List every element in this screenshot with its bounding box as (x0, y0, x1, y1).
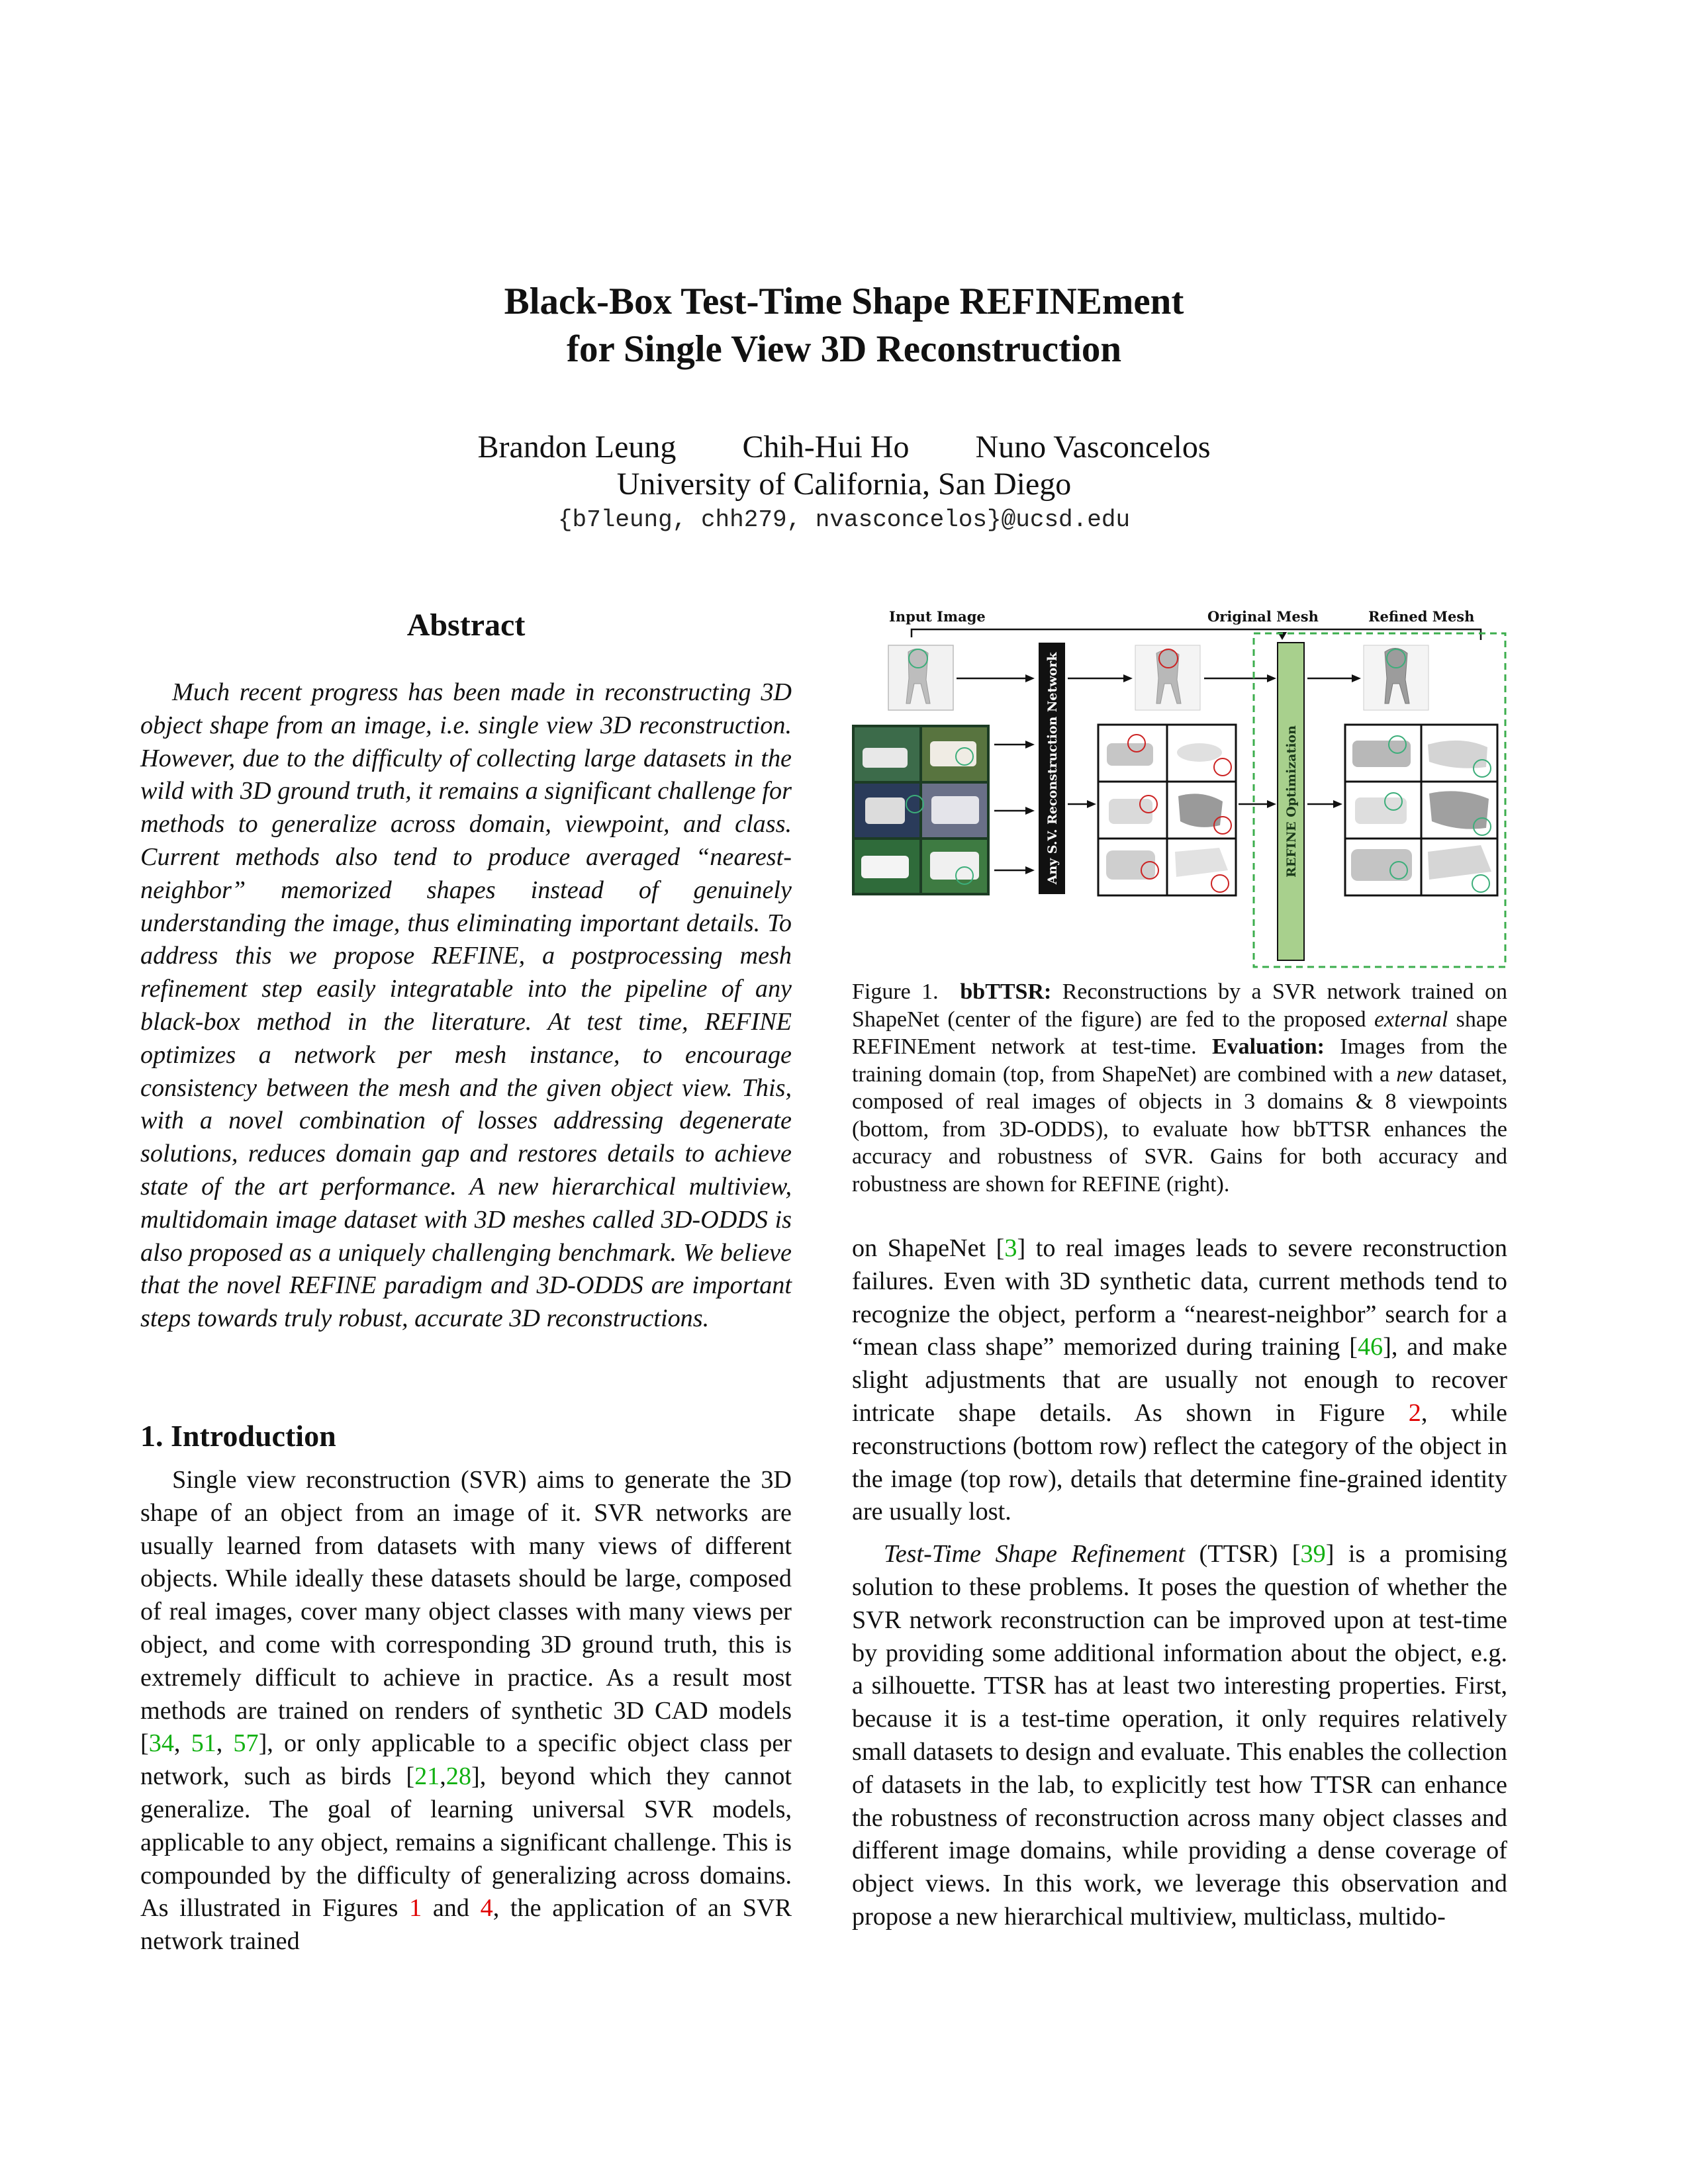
author-name: Chih-Hui Ho (742, 430, 910, 465)
refined-mesh-chair (1364, 645, 1429, 710)
caption-label: Figure 1. (852, 979, 939, 1004)
text-run: ] is a promising solution to these problems. It poses the question of whether the SVR network reconstruction can be improved upon at test-time by providing some additional information about the object, e.g. a silhouette. TTSR has at least two interesting properties. First, because it is a test-time operation, it only requires relatively small datasets to design and evaluate. This enables the collection of datasets in the lab, to explicitly test how TTSR can enhance the robustness of reconstruction across many object classes and different image domains, while providing a dense coverage of object views. In this work, we leverage this observation and propose a new hierarchical multiview, multiclass, multido- (852, 1540, 1508, 1931)
arrow-head-icon (1352, 674, 1361, 682)
top-connector-line (912, 629, 1481, 640)
text-run: ], or only applicable to a specific object class per network, such as birds [ (140, 1729, 792, 1791)
figure-1 (852, 606, 1507, 970)
citation-link[interactable]: 39 (1300, 1540, 1326, 1569)
original-mesh-grid (1098, 725, 1236, 895)
author-name: Brandon Leung (477, 430, 677, 465)
caption-emphasis: external (1374, 1007, 1448, 1032)
arrow-head-icon (1025, 674, 1035, 682)
figure-link[interactable]: 2 (1408, 1398, 1421, 1427)
label-svr-network: Any S.V. Reconstruction Network (1045, 652, 1060, 885)
arrow-head-icon (1087, 800, 1096, 808)
section-heading-introduction: 1. Introduction (140, 1419, 336, 1453)
citation-link[interactable]: 21 (414, 1762, 440, 1791)
author-emails: {b7leung, chh279, nvasconcelos}@ucsd.edu (557, 506, 1131, 533)
figure-1-caption (852, 978, 1507, 1198)
label-refined-mesh: Refined Mesh (1368, 608, 1475, 625)
author-name: Nuno Vasconcelos (975, 430, 1211, 465)
title-line-2: for Single View 3D Reconstruction (566, 328, 1122, 370)
input-image-grid (852, 725, 990, 895)
title-line-1: Black-Box Test-Time Shape REFINEment (504, 281, 1184, 322)
arrow-head-icon (1025, 741, 1035, 749)
caption-bold-term: Evaluation: (1211, 1034, 1325, 1059)
label-refine-optimization: REFINE Optimization (1284, 725, 1299, 878)
text-run: ], beyond which they cannot generalize. The goal of learning universal SVR models, applicable to any object, remains a significant challenge. This is compounded by the difficulty of generalizing across domains. As illustrated in Figures (140, 1762, 792, 1923)
text-run: ], and make slight adjustments that are usually not enough to recover intricate shape details. As shown in Figure (852, 1333, 1507, 1427)
figure-link[interactable]: 4 (480, 1894, 493, 1923)
arrow-head-icon (1267, 674, 1276, 682)
text-run: ] to real images leads to severe reconstruction failures. Even with 3D synthetic data, current methods tend to recognize the object, perform a “nearest-neighbor” search for a “mean class shape” memorized during training [ (852, 1234, 1507, 1361)
caption-emphasis: new (1396, 1062, 1433, 1087)
citation-link[interactable]: 28 (445, 1762, 471, 1791)
citation-link[interactable]: 57 (233, 1729, 259, 1758)
text-run: dataset, composed of real images of objects in 3 domains & 8 viewpoints (bottom, from 3D-ODDS), to evaluate how bbTTSR enhances the accuracy and robustness of SVR. Gains for both accuracy and robustness are shown for REFINE (right). (852, 1062, 1507, 1197)
text-run: shape REFINEment network at test-time. (852, 1007, 1508, 1059)
citation-link[interactable]: 51 (191, 1729, 216, 1758)
figure-1-diagram (852, 606, 1507, 970)
abstract-heading: Abstract (406, 608, 526, 643)
affiliation: University of California, San Diego (616, 467, 1072, 502)
refined-mesh-grid (1345, 725, 1497, 895)
label-input-image: Input Image (889, 608, 986, 625)
citation-link[interactable]: 46 (1357, 1333, 1383, 1361)
arrow-head-icon (1025, 866, 1035, 874)
text-run: and (422, 1894, 481, 1923)
label-original-mesh: Original Mesh (1207, 608, 1319, 625)
paper-title (0, 278, 1688, 373)
right-column-body (852, 1232, 1507, 1934)
abstract-text: Much recent progress has been made in reconstructing 3D object shape from an image, i.e. single view 3D reconstruction. However, due to the difficulty of collecting large datasets in the wild with 3D ground truth, it remains a significant challenge for methods to generalize across domain, viewpoint, and class. Current methods also tend to produce averaged “nearest-neighbor” memorized shapes instead of genuinely understanding the image, thus eliminating important details. To address this we propose REFINE, a postprocessing mesh refinement step easily integratable into the pipeline of any black-box method in the literature. At test time, REFINE optimizes a network per mesh instance, to encourage consistency between the mesh and the given object view. This, with a novel combination of losses addressing degenerate solutions, reduces domain gap and restores details to achieve state of the art performance. A new hierarchical multiview, multidomain image dataset with 3D meshes called 3D-ODDS is also proposed as a uniquely challenging benchmark. We believe that the novel REFINE paradigm and 3D-ODDS are important steps towards truly robust, accurate 3D reconstructions. (140, 678, 792, 1333)
text-run: on ShapeNet [ (852, 1234, 1005, 1262)
abstract-body (140, 676, 792, 1336)
citation-link[interactable]: 34 (148, 1729, 174, 1758)
text-run: , the application of an SVR network trained (140, 1894, 792, 1956)
text-run: Images from the training domain (top, from ShapeNet) are combined with a (852, 1034, 1507, 1087)
input-image-chair (888, 645, 953, 710)
text-run: (TTSR) [ (1185, 1540, 1301, 1569)
author-list (0, 429, 1688, 466)
original-mesh-chair (1135, 645, 1200, 710)
text-run: , while reconstructions (bottom row) reflect the category of the object in the image (top row), details that determine fine-grained identity are usually lost. (852, 1398, 1508, 1526)
text-run: Single view reconstruction (SVR) aims to generate the 3D shape of an object from an image of it. SVR networks are usually learned from datasets with many views of different objects. While ideally these datasets should be large, composed of real images, cover many object classes with many views per object, and come with corresponding 3D ground truth, this is extremely difficult to achieve in practice. As a result most methods are trained on renders of synthetic 3D CAD models [ (140, 1466, 792, 1758)
body-paragraph (852, 1232, 1507, 1529)
figure-link[interactable]: 1 (409, 1894, 422, 1923)
arrow-head-icon (1267, 800, 1276, 808)
caption-bold-term: bbTTSR: (960, 979, 1052, 1004)
intro-paragraph: Single view reconstruction (SVR) aims to generate the 3D shape of an object from an image of it. SVR networks are usually learned from datasets with many views of different objects. While ideally these datasets should be large, composed of real images, cover many object classes with many views per object, and come with corresponding 3D ground truth, this is extremely difficult to achieve in practice. As a result most methods are trained on renders of synthetic 3D CAD models [34, 51, 57], or only applicable to a specific object class per network, such as birds [21,28], beyond which they cannot generalize. The goal of learning universal SVR models, applicable to any object, remains a significant challenge. This is compounded by the difficulty of generalizing across domains. As illustrated in Figures 1 and 4, the application of an SVR network trained (140, 1466, 792, 1956)
citation-link[interactable]: 3 (1004, 1234, 1017, 1262)
body-paragraph (852, 1538, 1507, 1934)
arrow-head-icon (1025, 807, 1035, 815)
arrow-head-icon (1333, 800, 1342, 808)
arrow-head-icon (1123, 674, 1133, 682)
text-run: Reconstructions by a SVR network trained on ShapeNet (center of the figure) are fed to the proposed (852, 979, 1507, 1032)
intro-body (140, 1464, 792, 1958)
emphasis-term: Test-Time Shape Refinement (884, 1540, 1186, 1569)
